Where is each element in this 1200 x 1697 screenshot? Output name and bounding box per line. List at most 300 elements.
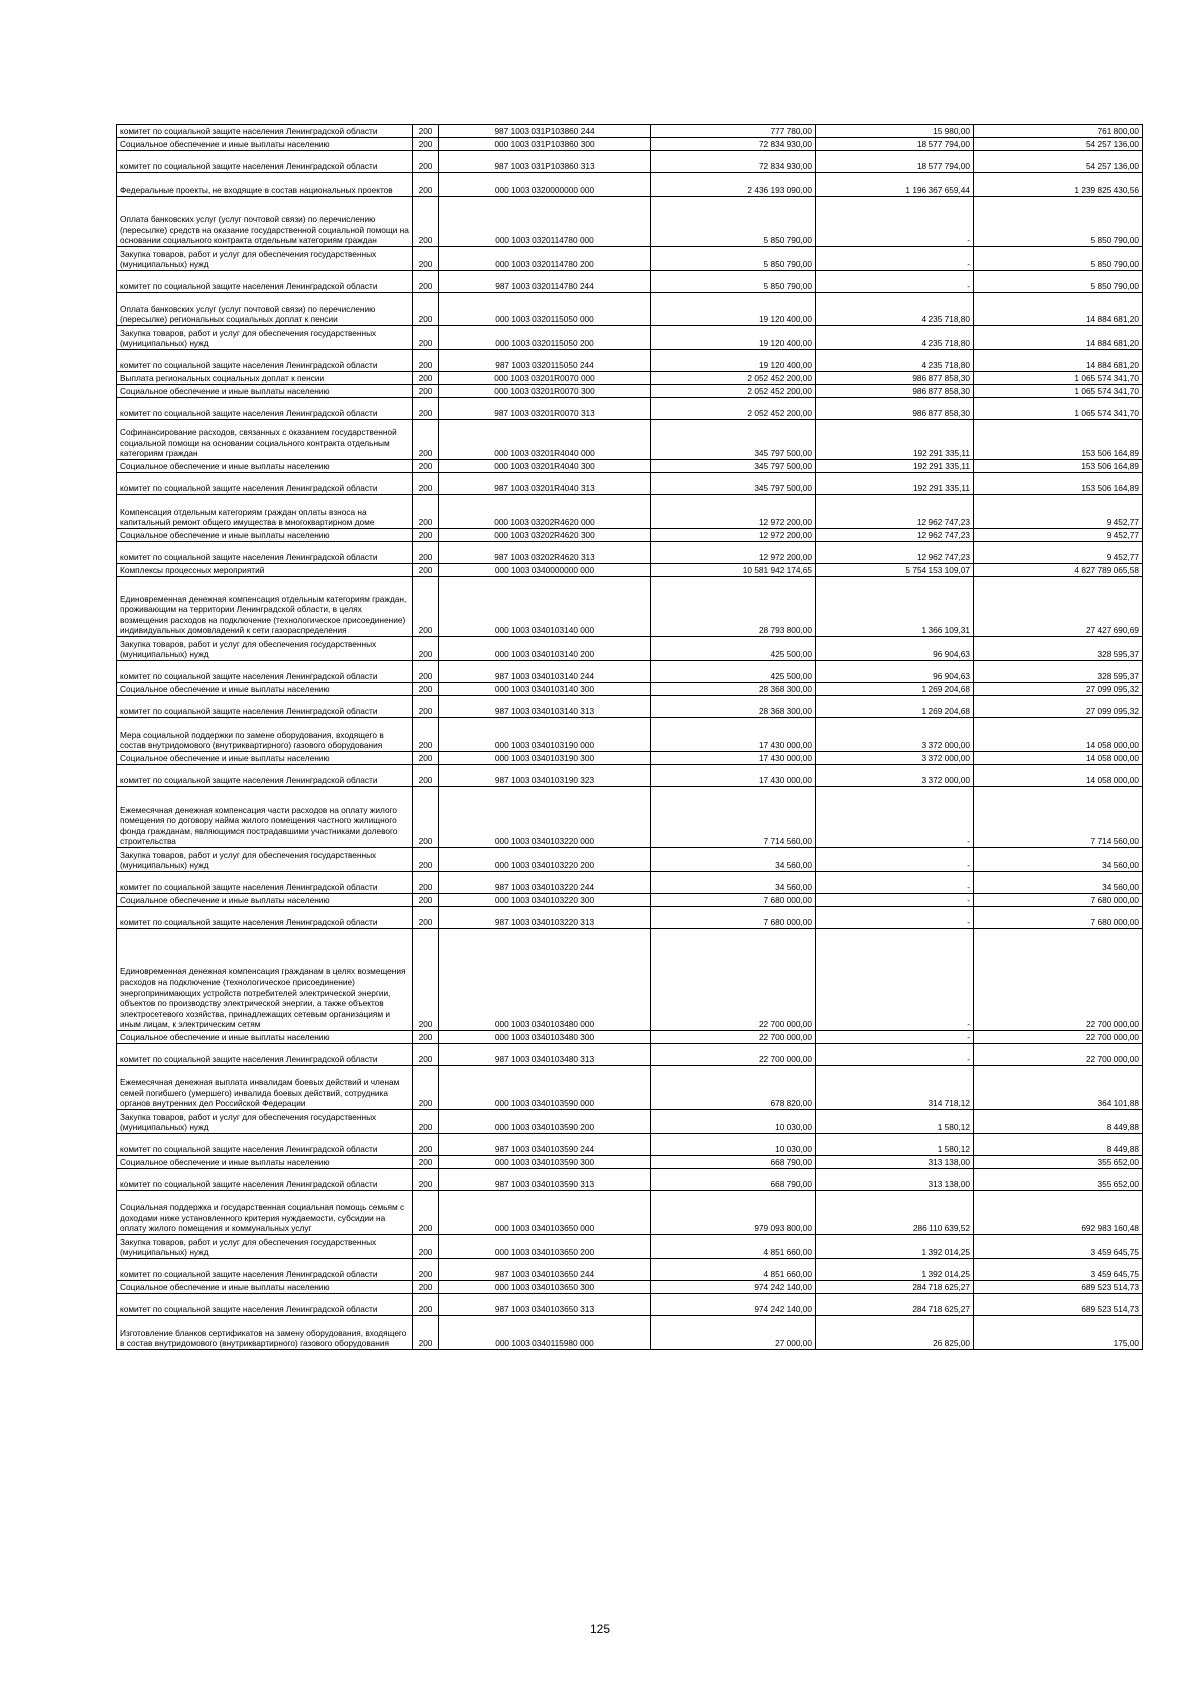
row-kbk-cell: 000 1003 0320000000 000: [439, 173, 651, 197]
row-executed-cell: 284 718 625,27: [816, 1294, 974, 1316]
budget-table-body: [117, 125, 1143, 1350]
table-row: [117, 372, 1143, 385]
row-kbk-cell: 987 1003 03202R4620 313: [439, 542, 651, 564]
row-name-cell: Изготовление бланков сертификатов на замену оборудования, входящего в состав внутридомового (внутриквартирного) газового оборудования: [117, 1316, 413, 1350]
row-kbk-cell: 000 1003 0340103650 300: [439, 1281, 651, 1294]
row-kbk-cell: 987 1003 031P103860 313: [439, 151, 651, 173]
table-row: [117, 787, 1143, 848]
row-executed-cell: 4 235 718,80: [816, 350, 974, 372]
row-executed-cell: 4 235 718,80: [816, 293, 974, 326]
row-remaining-cell: 14 058 000,00: [974, 752, 1143, 765]
row-executed-cell: 986 877 858,30: [816, 372, 974, 385]
table-row: [117, 765, 1143, 787]
row-remaining-cell: 27 427 690,69: [974, 577, 1143, 637]
row-remaining-cell: 355 652,00: [974, 1156, 1143, 1169]
row-code-cell: 200: [413, 138, 439, 151]
row-executed-cell: -: [816, 848, 974, 872]
row-name-cell: комитет по социальной защите населения Ленинградской области: [117, 1259, 413, 1281]
row-approved-cell: 425 500,00: [651, 637, 816, 661]
row-code-cell: 200: [413, 848, 439, 872]
row-kbk-cell: 000 1003 0340103650 000: [439, 1191, 651, 1235]
row-executed-cell: 12 962 747,23: [816, 495, 974, 529]
row-name-cell: Федеральные проекты, не входящие в состав национальных проектов: [117, 173, 413, 197]
row-approved-cell: 12 972 200,00: [651, 495, 816, 529]
table-row: [117, 1235, 1143, 1259]
table-row: [117, 1259, 1143, 1281]
row-approved-cell: 17 430 000,00: [651, 718, 816, 752]
row-name-cell: Комплексы процессных мероприятий: [117, 564, 413, 577]
row-name-cell: Закупка товаров, работ и услуг для обеспечения государственных (муниципальных) нужд: [117, 1110, 413, 1134]
row-remaining-cell: 34 560,00: [974, 872, 1143, 894]
table-row: [117, 661, 1143, 683]
row-remaining-cell: 355 652,00: [974, 1169, 1143, 1191]
row-approved-cell: 72 834 930,00: [651, 138, 816, 151]
row-approved-cell: 17 430 000,00: [651, 752, 816, 765]
row-code-cell: 200: [413, 752, 439, 765]
row-code-cell: 200: [413, 197, 439, 247]
table-row: [117, 1031, 1143, 1044]
row-code-cell: 200: [413, 1191, 439, 1235]
row-name-cell: Социальное обеспечение и иные выплаты населению: [117, 1281, 413, 1294]
row-code-cell: 200: [413, 1134, 439, 1156]
row-name-cell: Социальное обеспечение и иные выплаты населению: [117, 460, 413, 473]
row-kbk-cell: 000 1003 0340103140 000: [439, 577, 651, 637]
row-approved-cell: 19 120 400,00: [651, 326, 816, 350]
row-approved-cell: 7 680 000,00: [651, 894, 816, 907]
row-code-cell: 200: [413, 637, 439, 661]
row-approved-cell: 2 052 452 200,00: [651, 372, 816, 385]
row-executed-cell: 4 235 718,80: [816, 326, 974, 350]
row-kbk-cell: 987 1003 031P103860 244: [439, 125, 651, 138]
row-remaining-cell: 328 595,37: [974, 637, 1143, 661]
row-name-cell: комитет по социальной защите населения Ленинградской области: [117, 1169, 413, 1191]
row-executed-cell: 284 718 625,27: [816, 1281, 974, 1294]
row-approved-cell: 27 000,00: [651, 1316, 816, 1350]
row-approved-cell: 974 242 140,00: [651, 1294, 816, 1316]
row-name-cell: Выплата региональных социальных доплат к пенсии: [117, 372, 413, 385]
row-code-cell: 200: [413, 173, 439, 197]
row-remaining-cell: 4 827 789 065,58: [974, 564, 1143, 577]
row-executed-cell: 96 904,63: [816, 661, 974, 683]
row-name-cell: Ежемесячная денежная компенсация части расходов на оплату жилого помещения по договору найма жилого помещения частного жилищного фонда гражданам, являющимся пострадавшими участниками долевого строительства: [117, 787, 413, 848]
row-approved-cell: 22 700 000,00: [651, 1031, 816, 1044]
row-approved-cell: 34 560,00: [651, 872, 816, 894]
row-remaining-cell: 27 099 095,32: [974, 683, 1143, 696]
row-code-cell: 200: [413, 1281, 439, 1294]
row-remaining-cell: 14 884 681,20: [974, 326, 1143, 350]
row-name-cell: комитет по социальной защите населения Ленинградской области: [117, 473, 413, 495]
row-approved-cell: 5 850 790,00: [651, 271, 816, 293]
row-name-cell: комитет по социальной защите населения Ленинградской области: [117, 696, 413, 718]
row-code-cell: 200: [413, 151, 439, 173]
row-kbk-cell: 000 1003 0340103140 300: [439, 683, 651, 696]
row-executed-cell: 26 825,00: [816, 1316, 974, 1350]
row-name-cell: комитет по социальной защите населения Ленинградской области: [117, 350, 413, 372]
row-executed-cell: 192 291 335,11: [816, 473, 974, 495]
row-remaining-cell: 9 452,77: [974, 529, 1143, 542]
table-row: [117, 637, 1143, 661]
row-remaining-cell: 14 058 000,00: [974, 718, 1143, 752]
row-remaining-cell: 1 065 574 341,70: [974, 385, 1143, 398]
row-executed-cell: 12 962 747,23: [816, 542, 974, 564]
table-row: [117, 542, 1143, 564]
row-code-cell: 200: [413, 1044, 439, 1066]
row-name-cell: Единовременная денежная компенсация гражданам в целях возмещения расходов на подключение (технологическое присоединение) энергопринимающих устройств потребителей электрической энергии, объектов по производству электрической энергии, а также объектов электросетевого хозяйства, принадлежащих сетевым организациям и иным лицам, к электрическим сетям: [117, 929, 413, 1031]
table-row: [117, 247, 1143, 271]
row-kbk-cell: 000 1003 0320115050 200: [439, 326, 651, 350]
row-code-cell: 200: [413, 420, 439, 460]
row-remaining-cell: 3 459 645,75: [974, 1235, 1143, 1259]
row-kbk-cell: 000 1003 031P103860 300: [439, 138, 651, 151]
row-code-cell: 200: [413, 1169, 439, 1191]
row-executed-cell: 1 580,12: [816, 1110, 974, 1134]
row-remaining-cell: 692 983 160,48: [974, 1191, 1143, 1235]
row-kbk-cell: 000 1003 0340103590 200: [439, 1110, 651, 1134]
row-executed-cell: 3 372 000,00: [816, 765, 974, 787]
row-name-cell: Закупка товаров, работ и услуг для обеспечения государственных (муниципальных) нужд: [117, 637, 413, 661]
budget-execution-sheet: [116, 124, 1142, 1350]
row-approved-cell: 4 851 660,00: [651, 1259, 816, 1281]
table-row: [117, 872, 1143, 894]
row-name-cell: Закупка товаров, работ и услуг для обеспечения государственных (муниципальных) нужд: [117, 247, 413, 271]
row-kbk-cell: 000 1003 0340103590 300: [439, 1156, 651, 1169]
row-kbk-cell: 987 1003 0340103190 323: [439, 765, 651, 787]
row-code-cell: 200: [413, 718, 439, 752]
row-remaining-cell: 7 714 560,00: [974, 787, 1143, 848]
row-remaining-cell: 14 884 681,20: [974, 293, 1143, 326]
row-approved-cell: 5 850 790,00: [651, 197, 816, 247]
row-name-cell: Закупка товаров, работ и услуг для обеспечения государственных (муниципальных) нужд: [117, 1235, 413, 1259]
row-name-cell: комитет по социальной защите населения Ленинградской области: [117, 661, 413, 683]
table-row: [117, 929, 1143, 1031]
row-name-cell: комитет по социальной защите населения Ленинградской области: [117, 542, 413, 564]
row-executed-cell: -: [816, 1044, 974, 1066]
row-executed-cell: 1 580,12: [816, 1134, 974, 1156]
row-approved-cell: 19 120 400,00: [651, 293, 816, 326]
row-approved-cell: 777 780,00: [651, 125, 816, 138]
row-remaining-cell: 5 850 790,00: [974, 197, 1143, 247]
row-kbk-cell: 987 1003 0320115050 244: [439, 350, 651, 372]
row-code-cell: 200: [413, 529, 439, 542]
table-row: [117, 894, 1143, 907]
table-row: [117, 848, 1143, 872]
row-executed-cell: -: [816, 787, 974, 848]
row-approved-cell: 974 242 140,00: [651, 1281, 816, 1294]
row-kbk-cell: 987 1003 0320114780 244: [439, 271, 651, 293]
row-kbk-cell: 987 1003 0340103480 313: [439, 1044, 651, 1066]
row-kbk-cell: 987 1003 0340103220 313: [439, 907, 651, 929]
table-row: [117, 1134, 1143, 1156]
row-kbk-cell: 000 1003 03201R0070 300: [439, 385, 651, 398]
row-code-cell: 200: [413, 787, 439, 848]
row-code-cell: 200: [413, 350, 439, 372]
row-remaining-cell: 22 700 000,00: [974, 1044, 1143, 1066]
row-kbk-cell: 000 1003 03201R0070 000: [439, 372, 651, 385]
row-name-cell: Компенсация отдельным категориям граждан оплаты взноса на капитальный ремонт общего имущества в многоквартирном доме: [117, 495, 413, 529]
table-row: [117, 326, 1143, 350]
row-executed-cell: 12 962 747,23: [816, 529, 974, 542]
row-kbk-cell: 000 1003 0340103190 300: [439, 752, 651, 765]
row-executed-cell: 986 877 858,30: [816, 398, 974, 420]
row-kbk-cell: 987 1003 03201R0070 313: [439, 398, 651, 420]
row-executed-cell: 3 372 000,00: [816, 752, 974, 765]
row-executed-cell: 1 392 014,25: [816, 1235, 974, 1259]
row-remaining-cell: 153 506 164,89: [974, 420, 1143, 460]
row-remaining-cell: 364 101,88: [974, 1066, 1143, 1110]
row-approved-cell: 22 700 000,00: [651, 1044, 816, 1066]
table-row: [117, 1191, 1143, 1235]
row-executed-cell: 1 269 204,68: [816, 683, 974, 696]
row-code-cell: 200: [413, 473, 439, 495]
row-kbk-cell: 987 1003 0340103650 244: [439, 1259, 651, 1281]
row-remaining-cell: 153 506 164,89: [974, 473, 1143, 495]
row-kbk-cell: 987 1003 0340103220 244: [439, 872, 651, 894]
row-name-cell: комитет по социальной защите населения Ленинградской области: [117, 1294, 413, 1316]
row-executed-cell: 286 110 639,52: [816, 1191, 974, 1235]
row-approved-cell: 10 581 942 174,65: [651, 564, 816, 577]
row-code-cell: 200: [413, 460, 439, 473]
row-kbk-cell: 000 1003 03201R4040 300: [439, 460, 651, 473]
row-name-cell: комитет по социальной защите населения Ленинградской области: [117, 125, 413, 138]
row-kbk-cell: 987 1003 0340103140 244: [439, 661, 651, 683]
row-name-cell: Оплата банковских услуг (услуг почтовой связи) по перечислению (пересылке) региональных социальных доплат к пенсии: [117, 293, 413, 326]
row-name-cell: Социальное обеспечение и иные выплаты населению: [117, 752, 413, 765]
row-executed-cell: -: [816, 929, 974, 1031]
row-name-cell: комитет по социальной защите населения Ленинградской области: [117, 398, 413, 420]
table-row: [117, 683, 1143, 696]
row-code-cell: 200: [413, 696, 439, 718]
row-executed-cell: -: [816, 872, 974, 894]
row-approved-cell: 5 850 790,00: [651, 247, 816, 271]
row-executed-cell: 192 291 335,11: [816, 460, 974, 473]
row-approved-cell: 668 790,00: [651, 1169, 816, 1191]
table-row: [117, 197, 1143, 247]
row-executed-cell: -: [816, 197, 974, 247]
row-remaining-cell: 5 850 790,00: [974, 271, 1143, 293]
row-code-cell: 200: [413, 907, 439, 929]
row-remaining-cell: 7 680 000,00: [974, 894, 1143, 907]
table-row: [117, 1316, 1143, 1350]
row-approved-cell: 7 680 000,00: [651, 907, 816, 929]
row-kbk-cell: 000 1003 0340103480 300: [439, 1031, 651, 1044]
row-code-cell: 200: [413, 872, 439, 894]
row-kbk-cell: 000 1003 0340103140 200: [439, 637, 651, 661]
row-code-cell: 200: [413, 1066, 439, 1110]
row-approved-cell: 17 430 000,00: [651, 765, 816, 787]
row-kbk-cell: 987 1003 0340103140 313: [439, 696, 651, 718]
row-kbk-cell: 000 1003 03202R4620 000: [439, 495, 651, 529]
row-name-cell: комитет по социальной защите населения Ленинградской области: [117, 872, 413, 894]
row-name-cell: Софинансирование расходов, связанных с оказанием государственной социальной помощи на основании социального контракта отдельным категориям граждан: [117, 420, 413, 460]
row-approved-cell: 10 030,00: [651, 1134, 816, 1156]
row-code-cell: 200: [413, 661, 439, 683]
row-code-cell: 200: [413, 564, 439, 577]
table-row: [117, 420, 1143, 460]
row-remaining-cell: 14 058 000,00: [974, 765, 1143, 787]
row-code-cell: 200: [413, 1294, 439, 1316]
table-row: [117, 1066, 1143, 1110]
row-executed-cell: 15 980,00: [816, 125, 974, 138]
row-approved-cell: 28 368 300,00: [651, 683, 816, 696]
row-approved-cell: 12 972 200,00: [651, 529, 816, 542]
row-executed-cell: 313 138,00: [816, 1169, 974, 1191]
row-approved-cell: 7 714 560,00: [651, 787, 816, 848]
row-kbk-cell: 000 1003 0340103220 200: [439, 848, 651, 872]
table-row: [117, 473, 1143, 495]
table-row: [117, 564, 1143, 577]
table-row: [117, 1169, 1143, 1191]
table-row: [117, 151, 1143, 173]
table-row: [117, 398, 1143, 420]
row-approved-cell: 345 797 500,00: [651, 473, 816, 495]
row-remaining-cell: 1 065 574 341,70: [974, 372, 1143, 385]
row-approved-cell: 425 500,00: [651, 661, 816, 683]
row-executed-cell: 1 196 367 659,44: [816, 173, 974, 197]
row-code-cell: 200: [413, 1316, 439, 1350]
row-kbk-cell: 987 1003 03201R4040 313: [439, 473, 651, 495]
row-code-cell: 200: [413, 577, 439, 637]
row-name-cell: комитет по социальной защите населения Ленинградской области: [117, 765, 413, 787]
row-name-cell: Социальное обеспечение и иные выплаты населению: [117, 683, 413, 696]
row-executed-cell: 5 754 153 109,07: [816, 564, 974, 577]
row-executed-cell: 314 718,12: [816, 1066, 974, 1110]
row-kbk-cell: 987 1003 0340103590 244: [439, 1134, 651, 1156]
table-row: [117, 1294, 1143, 1316]
row-kbk-cell: 000 1003 03202R4620 300: [439, 529, 651, 542]
row-remaining-cell: 9 452,77: [974, 542, 1143, 564]
row-code-cell: 200: [413, 1259, 439, 1281]
row-remaining-cell: 8 449,88: [974, 1110, 1143, 1134]
row-name-cell: Социальное обеспечение и иные выплаты населению: [117, 385, 413, 398]
row-remaining-cell: 1 239 825 430,56: [974, 173, 1143, 197]
table-row: [117, 138, 1143, 151]
row-name-cell: Оплата банковских услуг (услуг почтовой связи) по перечислению (пересылке) средств на оказание государственной социальной помощи на основании социального контракта отдельным категориям граждан: [117, 197, 413, 247]
row-approved-cell: 2 052 452 200,00: [651, 398, 816, 420]
table-row: [117, 1281, 1143, 1294]
row-name-cell: Социальное обеспечение и иные выплаты населению: [117, 529, 413, 542]
row-kbk-cell: 000 1003 0340000000 000: [439, 564, 651, 577]
row-executed-cell: 1 392 014,25: [816, 1259, 974, 1281]
row-kbk-cell: 000 1003 0340103590 000: [439, 1066, 651, 1110]
row-code-cell: 200: [413, 929, 439, 1031]
row-code-cell: 200: [413, 1110, 439, 1134]
row-remaining-cell: 54 257 136,00: [974, 151, 1143, 173]
row-name-cell: Социальное обеспечение и иные выплаты населению: [117, 138, 413, 151]
row-executed-cell: 986 877 858,30: [816, 385, 974, 398]
row-remaining-cell: 34 560,00: [974, 848, 1143, 872]
row-name-cell: Закупка товаров, работ и услуг для обеспечения государственных (муниципальных) нужд: [117, 326, 413, 350]
row-executed-cell: -: [816, 894, 974, 907]
row-approved-cell: 12 972 200,00: [651, 542, 816, 564]
row-remaining-cell: 22 700 000,00: [974, 929, 1143, 1031]
row-remaining-cell: 175,00: [974, 1316, 1143, 1350]
row-executed-cell: 192 291 335,11: [816, 420, 974, 460]
row-executed-cell: -: [816, 247, 974, 271]
table-row: [117, 495, 1143, 529]
row-kbk-cell: 000 1003 0340103480 000: [439, 929, 651, 1031]
row-code-cell: 200: [413, 1031, 439, 1044]
row-code-cell: 200: [413, 271, 439, 293]
row-remaining-cell: 689 523 514,73: [974, 1294, 1143, 1316]
row-name-cell: комитет по социальной защите населения Ленинградской области: [117, 151, 413, 173]
row-code-cell: 200: [413, 683, 439, 696]
table-row: [117, 1044, 1143, 1066]
row-approved-cell: 28 793 800,00: [651, 577, 816, 637]
table-row: [117, 125, 1143, 138]
table-row: [117, 529, 1143, 542]
row-approved-cell: 4 851 660,00: [651, 1235, 816, 1259]
row-approved-cell: 19 120 400,00: [651, 350, 816, 372]
row-code-cell: 200: [413, 1156, 439, 1169]
table-row: [117, 907, 1143, 929]
row-approved-cell: 345 797 500,00: [651, 460, 816, 473]
row-code-cell: 200: [413, 247, 439, 271]
row-kbk-cell: 000 1003 0340115980 000: [439, 1316, 651, 1350]
row-approved-cell: 678 820,00: [651, 1066, 816, 1110]
row-remaining-cell: 14 884 681,20: [974, 350, 1143, 372]
table-row: [117, 577, 1143, 637]
row-remaining-cell: 54 257 136,00: [974, 138, 1143, 151]
table-row: [117, 696, 1143, 718]
row-code-cell: 200: [413, 894, 439, 907]
table-row: [117, 460, 1143, 473]
row-executed-cell: 18 577 794,00: [816, 151, 974, 173]
row-remaining-cell: 1 065 574 341,70: [974, 398, 1143, 420]
row-kbk-cell: 000 1003 0340103650 200: [439, 1235, 651, 1259]
row-remaining-cell: 27 099 095,32: [974, 696, 1143, 718]
row-name-cell: Социальная поддержка и государственная социальная помощь семьям с доходами ниже установленного критерия нуждаемости, субсидии на оплату жилого помещения и коммунальных услуг: [117, 1191, 413, 1235]
table-row: [117, 1156, 1143, 1169]
row-approved-cell: 668 790,00: [651, 1156, 816, 1169]
row-remaining-cell: 9 452,77: [974, 495, 1143, 529]
row-executed-cell: 1 366 109,31: [816, 577, 974, 637]
row-kbk-cell: 000 1003 0320114780 200: [439, 247, 651, 271]
row-kbk-cell: 000 1003 03201R4040 000: [439, 420, 651, 460]
row-kbk-cell: 987 1003 0340103650 313: [439, 1294, 651, 1316]
row-approved-cell: 72 834 930,00: [651, 151, 816, 173]
row-name-cell: Мера социальной поддержки по замене оборудования, входящего в состав внутридомового (внутриквартирного) газового оборудования: [117, 718, 413, 752]
row-code-cell: 200: [413, 326, 439, 350]
row-approved-cell: 345 797 500,00: [651, 420, 816, 460]
row-approved-cell: 979 093 800,00: [651, 1191, 816, 1235]
row-name-cell: Социальное обеспечение и иные выплаты населению: [117, 894, 413, 907]
row-executed-cell: 313 138,00: [816, 1156, 974, 1169]
table-row: [117, 718, 1143, 752]
row-approved-cell: 22 700 000,00: [651, 929, 816, 1031]
row-name-cell: комитет по социальной защите населения Ленинградской области: [117, 907, 413, 929]
row-code-cell: 200: [413, 495, 439, 529]
row-kbk-cell: 000 1003 0320115050 000: [439, 293, 651, 326]
table-row: [117, 752, 1143, 765]
row-name-cell: Ежемесячная денежная выплата инвалидам боевых действий и членам семей погибшего (умершего) инвалида боевых действий, сотрудника органов внутренних дел Российской Федерации: [117, 1066, 413, 1110]
page-number: 125: [589, 1622, 611, 1636]
row-kbk-cell: 000 1003 0320114780 000: [439, 197, 651, 247]
row-remaining-cell: 761 800,00: [974, 125, 1143, 138]
row-name-cell: Закупка товаров, работ и услуг для обеспечения государственных (муниципальных) нужд: [117, 848, 413, 872]
row-approved-cell: 34 560,00: [651, 848, 816, 872]
table-row: [117, 350, 1143, 372]
row-code-cell: 200: [413, 398, 439, 420]
row-kbk-cell: 000 1003 0340103220 300: [439, 894, 651, 907]
row-remaining-cell: 8 449,88: [974, 1134, 1143, 1156]
table-row: [117, 271, 1143, 293]
row-code-cell: 200: [413, 1235, 439, 1259]
row-remaining-cell: 153 506 164,89: [974, 460, 1143, 473]
row-name-cell: Единовременная денежная компенсация отдельным категориям граждан, проживающим на территории Ленинградской области, в целях возмещения расходов на подключение (технологическое присоединение) индивидуальных домовладений к сети газораспределения: [117, 577, 413, 637]
row-code-cell: 200: [413, 125, 439, 138]
table-row: [117, 173, 1143, 197]
row-name-cell: комитет по социальной защите населения Ленинградской области: [117, 1044, 413, 1066]
